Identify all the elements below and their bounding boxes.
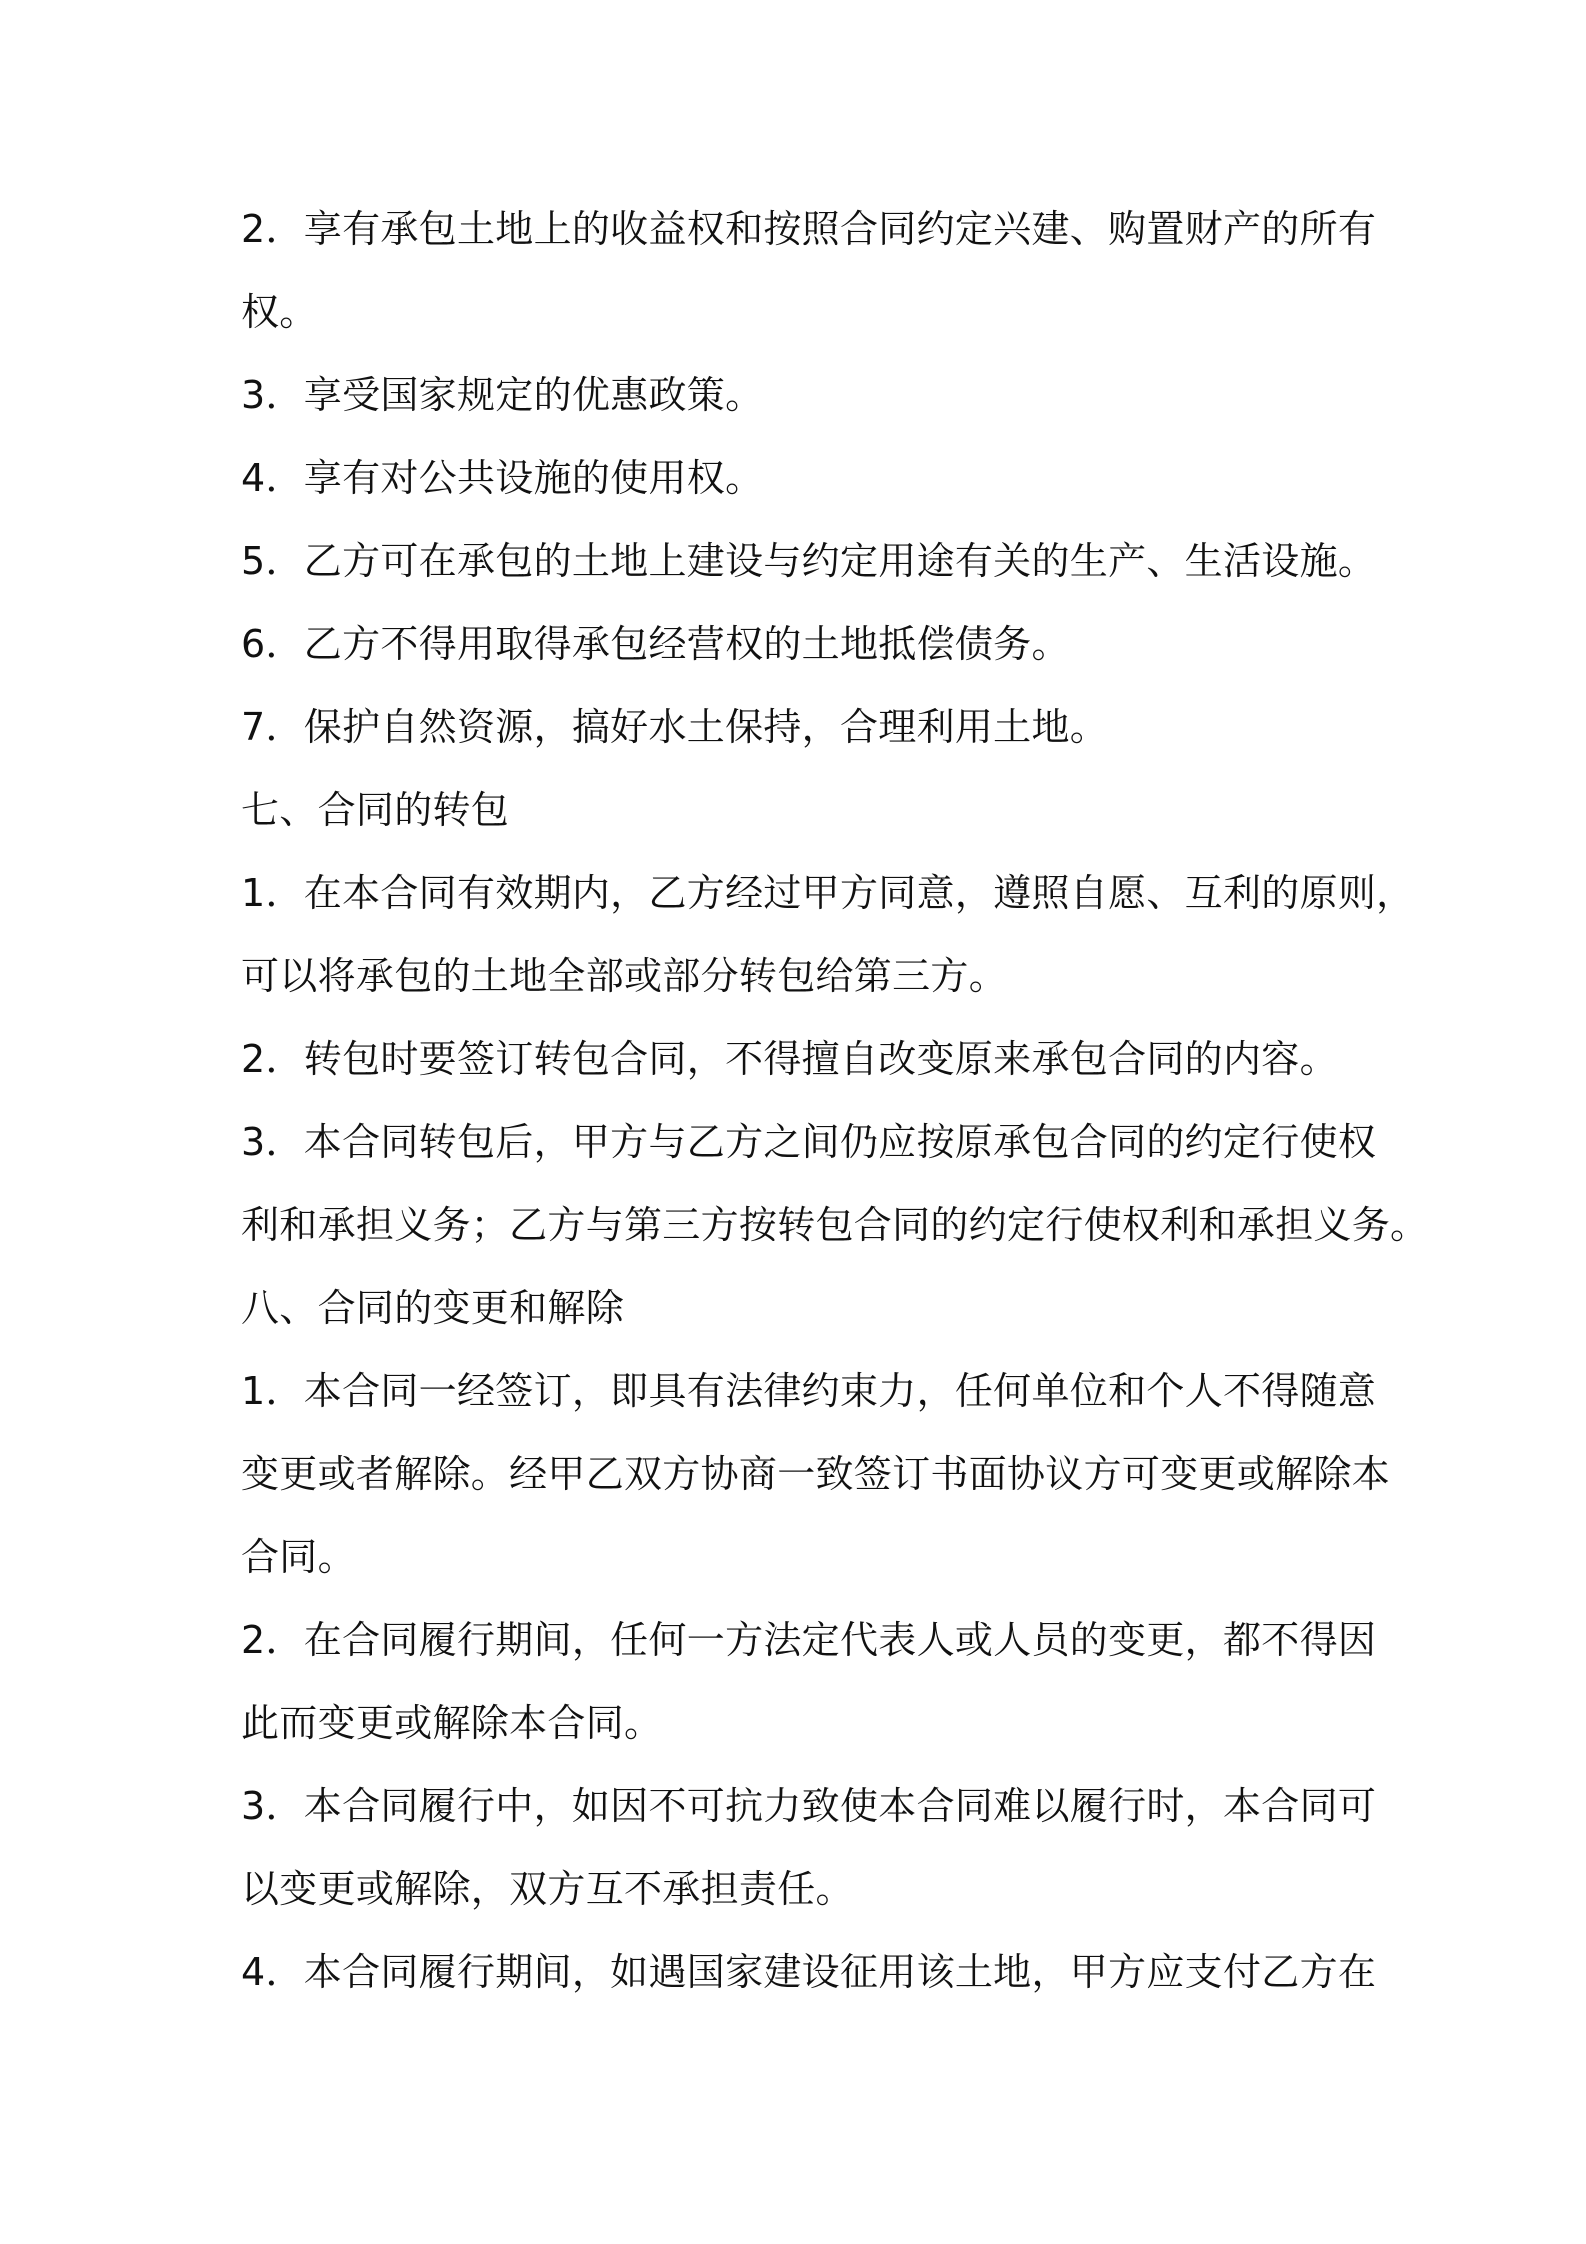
text-line: 3．享受国家规定的优惠政策。 [241,373,764,417]
text-line: 3．本合同履行中，如因不可抗力致使本合同难以履行时，本合同可 [241,1784,1377,1828]
text-line: 1．在本合同有效期内，乙方经过甲方同意，遵照自愿、互利的原则， [241,871,1415,915]
section-heading: 七、合同的转包 [241,788,510,832]
text-line: 6．乙方不得用取得承包经营权的土地抵偿债务。 [241,622,1070,666]
section-heading: 八、合同的变更和解除 [241,1286,625,1330]
text-line: 利和承担义务；乙方与第三方按转包合同的约定行使权利和承担义务。 [241,1203,1429,1247]
text-line: 2．享有承包土地上的收益权和按照合同约定兴建、购置财产的所有 [241,207,1377,251]
text-line: 3．本合同转包后，甲方与乙方之间仍应按原承包合同的约定行使权 [241,1120,1377,1164]
text-line: 1．本合同一经签订，即具有法律约束力，任何单位和个人不得随意 [241,1369,1377,1413]
text-line: 4．本合同履行期间，如遇国家建设征用该土地，甲方应支付乙方在 [241,1950,1377,1994]
text-line: 变更或者解除。经甲乙双方协商一致签订书面协议方可变更或解除本 [241,1452,1391,1496]
text-line: 7．保护自然资源，搞好水土保持，合理利用土地。 [241,705,1109,749]
text-line: 2．在合同履行期间，任何一方法定代表人或人员的变更，都不得因 [241,1618,1377,1662]
text-line: 以变更或解除，双方互不承担责任。 [241,1867,854,1911]
text-line: 可以将承包的土地全部或部分转包给第三方。 [241,954,1008,998]
text-line: 5．乙方可在承包的土地上建设与约定用途有关的生产、生活设施。 [241,539,1377,583]
text-line: 此而变更或解除本合同。 [241,1701,663,1745]
text-line: 合同。 [241,1535,356,1579]
text-line: 2．转包时要签订转包合同，不得擅自改变原来承包合同的内容。 [241,1037,1338,1081]
text-line: 权。 [241,290,318,334]
text-line: 4．享有对公共设施的使用权。 [241,456,764,500]
